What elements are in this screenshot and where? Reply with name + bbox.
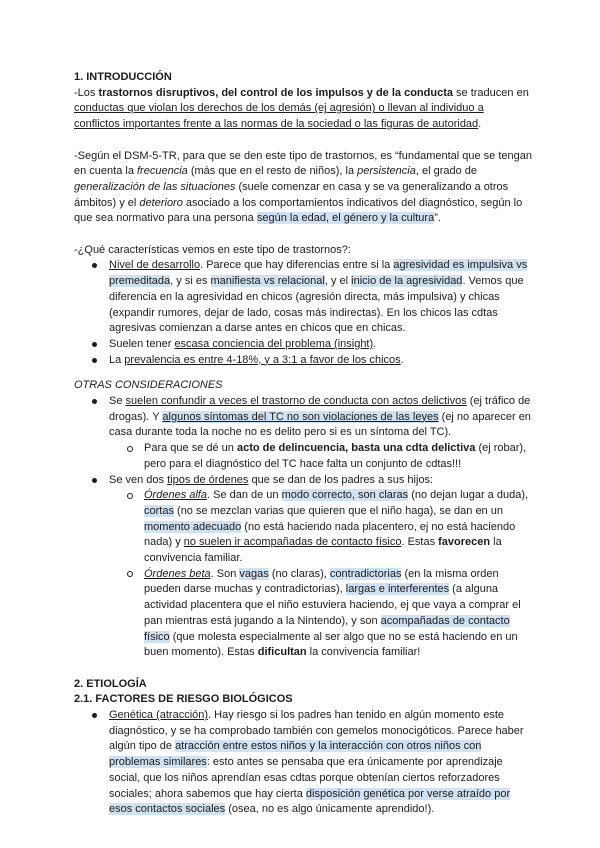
highlighted-phrase: inicio de la agresividad [351, 275, 463, 288]
text-run: que se dan de los padres a sus hijos: [248, 473, 434, 486]
intro-paragraph [74, 86, 532, 133]
highlighted-phrase: vagas [239, 567, 269, 580]
characteristics-list [74, 258, 532, 368]
highlighted-phrase: acompañadas de contacto físico [144, 614, 510, 643]
text-run: ”. [434, 212, 441, 225]
highlighted-phrase: algunos síntomas del TC no son violaciones de las leyes [162, 410, 439, 423]
text-run: (ej no aparecer en casa durante toda la noche no es delito pero si es un síntoma del TC). [109, 410, 531, 439]
highlighted-phrase: contradictorias [329, 567, 402, 580]
sub-list-item [109, 441, 532, 472]
highlighted-phrase: atracción entre estos niños y la interacción con otros niños con problemas similares [109, 740, 482, 769]
text-run: la convivencia familiar. [144, 536, 502, 565]
otras-consideraciones-heading: OTRAS CONSIDERACIONES [74, 379, 223, 392]
text-run: (osea, no es algo únicamente aprendido!). [225, 803, 435, 816]
underlined-phrase: no suelen ir acompañadas de contacto físico [183, 536, 402, 549]
text-run: (ej tráfico de drogas). Y [109, 395, 531, 423]
text-run: Para que se dé un [144, 442, 237, 455]
text-run: la convivencia familiar! [306, 646, 421, 659]
text-run: . Se dan de un [206, 489, 282, 502]
underlined-phrase: prevalencia es entre 4-18%, y a 3:1 a favor de los chicos [124, 353, 401, 366]
text-run: (más que en el resto de niños), la [187, 165, 358, 178]
highlighted-phrase: agresividad es impulsiva vs premeditada [109, 259, 528, 288]
text-run: Se [109, 395, 126, 408]
section-2-1-heading: 2.1. FACTORES DE RIESGO BIOLÓGICOS [74, 693, 293, 706]
dsm-paragraph [74, 149, 532, 228]
text-run: . Hay riesgo si los padres han tenido en algún momento este diagnóstico, y se ha comprobado también con gemelos monocigóticos. Parece haber algún tipo de [109, 709, 524, 753]
highlighted-phrase: momento adecuado [144, 520, 242, 533]
text-run: (no se mezclan varias que quieren que el niño haga), se dan en un [173, 504, 503, 517]
highlighted-phrase: manifiesta vs relacional [210, 275, 325, 288]
risk-factors-list [74, 708, 532, 818]
list-item [74, 258, 532, 337]
text-run: . [478, 118, 482, 131]
text-run: . [373, 337, 377, 350]
text-run: . Estas [401, 536, 439, 549]
text-run: (no dejan lugar a duda), [408, 489, 529, 502]
underlined-phrase: escasa conciencia del problema (insight) [174, 337, 374, 350]
characteristics-question: -¿Qué características vemos en este tipo de trastornos?: [74, 243, 351, 256]
text-run: Suelen tener [109, 337, 175, 350]
text-run: Se ven dos [109, 473, 168, 486]
highlighted-phrase: modo correcto, son claras [281, 489, 409, 502]
list-item [74, 708, 532, 818]
sub-list-item [109, 488, 532, 567]
italic-term: deterioro [139, 196, 183, 209]
underlined-phrase: conductas que violan los derechos de los demás (ej agresión) o llevan al individuo a conflictos importantes frente a las normas de la sociedad o las figuras de autoridad [74, 102, 484, 131]
text-run: . Son [210, 567, 240, 580]
italic-term: persistencia [357, 165, 416, 178]
text-run: -Los [74, 86, 99, 99]
list-item [74, 394, 532, 473]
bold-term: dificultan [257, 646, 307, 659]
underlined-phrase: suelen confundir a veces el trastorno de conducta con actos delictivos [125, 395, 467, 408]
text-run: : esto antes se pensaba que era únicamente por aprendizaje social, que los niños aprendían esas cdtas porque obtenían ciertos reforzadores sociales; ahora sabemos que hay cierta [109, 756, 503, 800]
text-run: (en la misma orden pueden darse muchas y contradictorias), [144, 567, 499, 596]
italic-term: frecuencia [137, 165, 188, 178]
section-2-heading: 2. ETIOLOGÍA [74, 677, 147, 690]
highlighted-phrase: largas e interferentes [345, 583, 450, 596]
sub-list-item [109, 567, 532, 661]
bold-term: favorecen [438, 536, 491, 549]
text-run: -Según el DSM-5-TR, para que se den este tipo de trastornos, es “fundamental que se tengan en cuenta la [74, 149, 532, 178]
section-1-heading: 1. INTRODUCCIÓN [74, 71, 172, 83]
italic-term: generalización de las situaciones [74, 180, 236, 193]
list-item [74, 337, 532, 353]
text-run: , y el [324, 275, 352, 288]
text-run: (no claras), [268, 567, 330, 580]
highlighted-phrase: cortas [144, 504, 174, 517]
underlined-phrase: Nivel de desarrollo [109, 259, 201, 272]
text-run: . [400, 353, 404, 366]
text-run: . Vemos que diferencia en la agresividad en chicos (agresión directa, más impulsiva) y chicas (expandir rumores, dejar de lado, cosas más indirectas). En los chicos las cdtas agresivas comienzan a darse antes en chicos que en chicas. [109, 275, 524, 335]
text-run: (no está haciendo nada placentero, ej no está haciendo nada) y [144, 520, 516, 549]
text-run: , el grado de [415, 165, 477, 178]
italic-term: Órdenes beta [144, 567, 211, 580]
text-run: La [109, 353, 125, 366]
text-run: asociado a los comportamientos indicativos del diagnóstico, según lo que sea normativo para una persona [74, 196, 523, 225]
bold-term: trastornos disruptivos, del control de los impulsos y de la conducta [98, 86, 453, 99]
list-item [74, 353, 532, 369]
sub-list [109, 441, 532, 472]
text-run: se traducen en [452, 86, 529, 99]
list-item [74, 473, 532, 661]
text-run: , y si es [170, 275, 211, 288]
highlighted-phrase: disposición genética por verse atraído por esos contactos sociales [109, 787, 511, 816]
italic-term: Órdenes alfa [144, 489, 207, 502]
text-run: (ej robar), pero para el diagnóstico del TC hace falta un conjunto de cdtas!!! [144, 442, 527, 470]
bold-term: acto de delincuencia, basta una cdta delictiva [236, 442, 476, 455]
underlined-phrase: tipos de órdenes [167, 473, 249, 486]
otras-list [74, 394, 532, 661]
sub-list [109, 488, 532, 661]
text-run: (que molesta especialmente al ser algo que no se está haciendo en un buen momento). Estas [144, 630, 518, 659]
text-run: . Parece que hay diferencias entre si la [200, 259, 394, 272]
text-run: (a alguna actividad placentera que el niño estuviera haciendo, ej que vaya a comprar el pan mientras está jugando a la Nintendo), y son [144, 583, 521, 627]
highlighted-phrase: según la edad, el género y la cultura [256, 212, 435, 225]
text-run: (suele comenzar en casa y se va generalizando a otros ámbitos) y el [74, 180, 509, 209]
underlined-phrase: Genética (atracción) [109, 709, 209, 722]
